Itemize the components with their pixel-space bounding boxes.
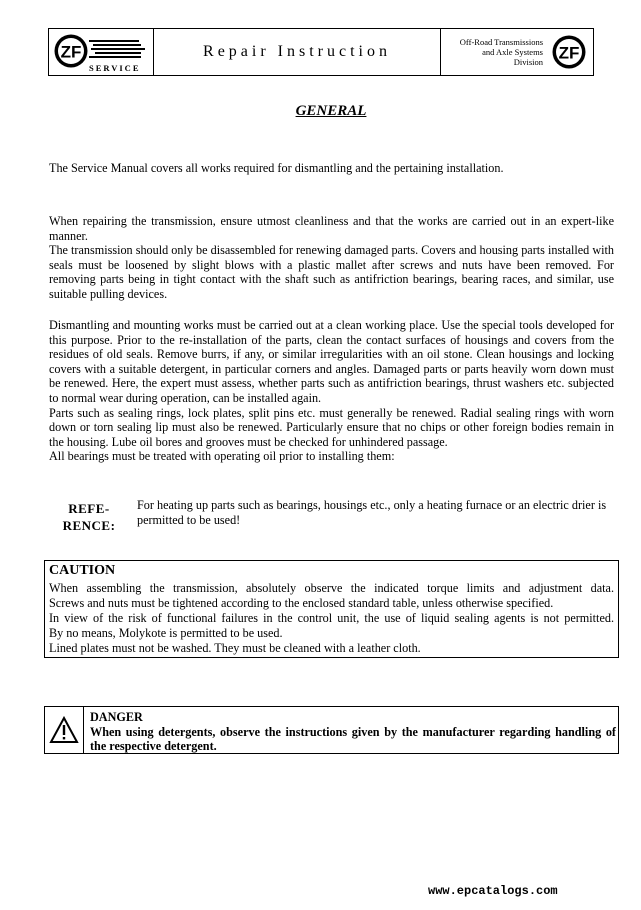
reference-label: REFE- RENCE:: [62, 501, 116, 533]
dismantling-paragraph: Dismantling and mounting works must be carried out at a clean working place. Use the special tools developed for this purpose. Prior to the re-installation of the parts, clean the contact surfaces of housings and covers from the residues of old seals. Remove burrs, if any, or similar irregularities with an oil stone. Clean housings and locking covers with a suitable detergent, in particular corners and angles. Damaged parts or parts heavily worn down must be renewed. Here, the expert must assess, whether parts such as antifriction bearings, thrust washers etc. subjected to normal wear during operation, can be installed again. Parts such as sealing rings, lock plates, split pins etc. must generally be renewed. Radial sealing rings with worn down or torn sealing lip must also be renewed. Particularly ensure that no chips or other foreign bodies remain in the housing. Lube oil bores and grooves must be checked for unhindered passage. All bearings must be treated with operating oil prior to installing them:: [49, 318, 614, 464]
danger-text: When using detergents, observe the instructions given by the manufacturer regarding handling of the respective detergent.: [90, 724, 616, 754]
caution-line: When assembling the transmission, absolutely observe the indicated torque limits and adjustment data.: [49, 581, 614, 595]
zf-logo-text: ZF: [60, 42, 82, 62]
division-text: Off-Road Transmissions and Axle Systems Division: [459, 37, 543, 67]
zf-logo-icon: [551, 34, 587, 70]
caution-box: [44, 560, 619, 658]
speed-stripes-icon: [89, 39, 145, 61]
zf-service-logo: [49, 29, 154, 75]
footer-url: www.epcatalogs.com: [428, 884, 558, 898]
caution-line: By no means, Molykote is permitted to be used.: [49, 626, 283, 640]
danger-title: DANGER: [90, 710, 143, 724]
caution-line: Screws and nuts must be tightened according to the enclosed standard table, unless otherwise specified.: [49, 596, 554, 610]
caution-line: Lined plates must not be washed. They must be cleaned with a leather cloth.: [49, 641, 421, 655]
document-title: Repair Instruction: [203, 42, 391, 60]
caution-line: In view of the risk of functional failures in the control unit, the use of liquid sealing agents is not permitted.: [49, 611, 614, 625]
zf-logo-icon: [53, 33, 89, 69]
danger-box: [44, 706, 619, 754]
reference-text: For heating up parts such as bearings, housings etc., only a heating furnace or an electric drier is permitted to be used!: [137, 498, 607, 527]
repair-paragraph: When repairing the transmission, ensure utmost cleanliness and that the works are carried out in an expert-like manner. The transmission should only be disassembled for renewing damaged parts. Covers and housing parts installed with seals must be loosened by slight blows with a plastic mallet after screws and nuts have been removed. For removing parts being in tight contact with the shaft such as antifriction bearings, bearing races, and similar, use suitable pulling devices.: [49, 214, 614, 301]
page-header: [48, 28, 594, 76]
caution-title: CAUTION: [49, 563, 116, 578]
svg-text:ZF: ZF: [558, 43, 580, 63]
section-heading: GENERAL: [295, 103, 367, 119]
intro-paragraph: The Service Manual covers all works required for dismantling and the pertaining installation.: [49, 161, 504, 175]
warning-triangle-icon: [49, 716, 79, 744]
service-label: SERVICE: [89, 63, 141, 73]
division-block: [441, 29, 593, 75]
